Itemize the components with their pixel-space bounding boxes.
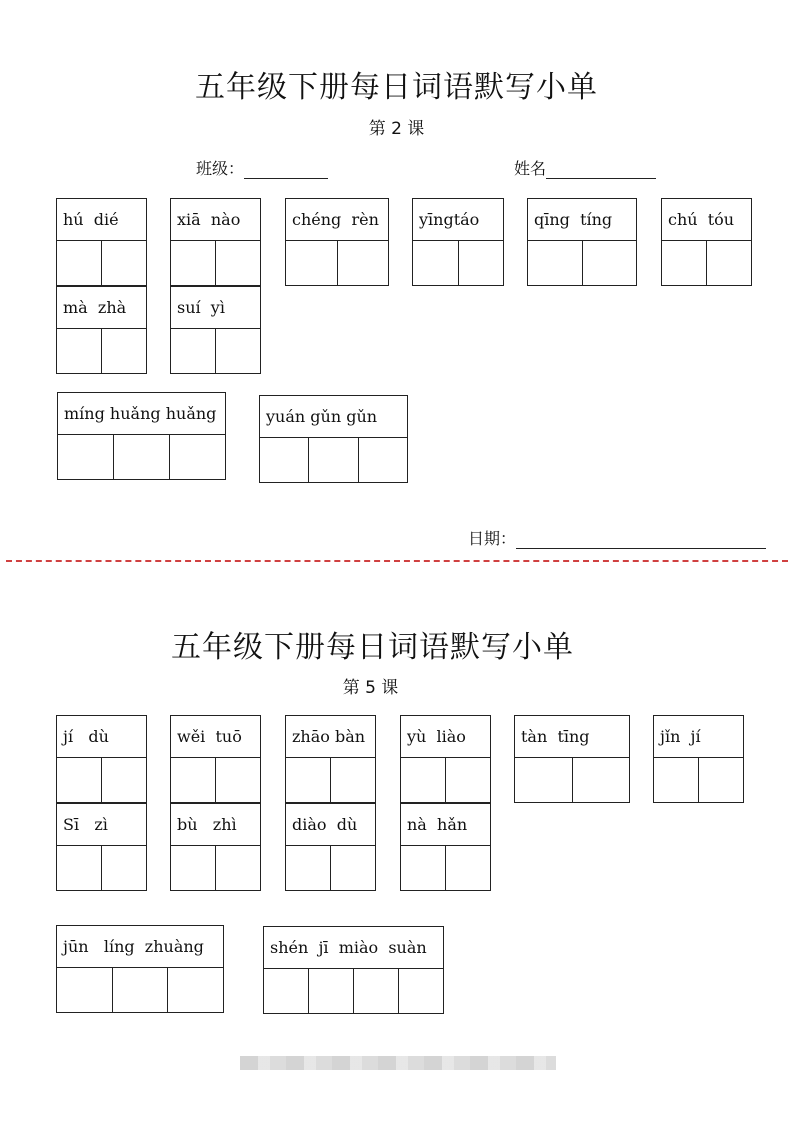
writing-cells	[171, 329, 260, 373]
date-field	[468, 526, 766, 549]
word-box	[653, 715, 744, 803]
writing-cells	[401, 758, 490, 802]
word-box	[400, 803, 491, 891]
word-box	[170, 286, 261, 374]
writing-cell[interactable]	[413, 241, 459, 285]
writing-cells	[515, 758, 629, 802]
word-box	[527, 198, 637, 286]
writing-cell[interactable]	[171, 241, 216, 285]
pinyin-label: míng huǎng huǎng	[58, 393, 225, 435]
word-box	[661, 198, 752, 286]
writing-cell[interactable]	[171, 758, 216, 802]
writing-cell[interactable]	[113, 968, 169, 1012]
writing-cell[interactable]	[354, 969, 399, 1013]
writing-cells	[57, 758, 146, 802]
date-input-line[interactable]	[516, 530, 766, 549]
pinyin-label: zhāo bàn	[286, 716, 375, 758]
dashed-cut-line	[6, 560, 788, 562]
writing-cell[interactable]	[528, 241, 583, 285]
worksheet-title-1: 五年级下册每日词语默写小单	[195, 70, 598, 105]
class-field	[196, 156, 328, 179]
word-box	[170, 715, 261, 803]
pinyin-label: Sī zì	[57, 804, 146, 846]
writing-cells	[57, 241, 146, 285]
pinyin-label: mà zhà	[57, 287, 146, 329]
writing-cells	[171, 241, 260, 285]
writing-cell[interactable]	[446, 846, 490, 890]
writing-cell[interactable]	[699, 758, 743, 802]
word-box	[56, 715, 147, 803]
word-box	[263, 926, 444, 1014]
word-box	[170, 198, 261, 286]
writing-cells	[58, 435, 225, 479]
writing-cell[interactable]	[707, 241, 751, 285]
pinyin-label: jūn líng zhuàng	[57, 926, 223, 968]
writing-cells	[401, 846, 490, 890]
writing-cell[interactable]	[309, 438, 358, 482]
word-box	[400, 715, 491, 803]
pinyin-label: qīng tíng	[528, 199, 636, 241]
writing-cell[interactable]	[401, 846, 446, 890]
word-box	[170, 803, 261, 891]
name-field	[514, 156, 656, 179]
writing-cells	[286, 846, 375, 890]
word-box	[285, 198, 389, 286]
writing-cells	[57, 846, 146, 890]
writing-cells	[286, 241, 388, 285]
class-input-line[interactable]	[244, 160, 328, 179]
name-input-line[interactable]	[546, 160, 656, 179]
writing-cell[interactable]	[102, 846, 146, 890]
writing-cells	[57, 329, 146, 373]
writing-cells	[286, 758, 375, 802]
writing-cell[interactable]	[338, 241, 389, 285]
writing-cell[interactable]	[359, 438, 407, 482]
writing-cell[interactable]	[331, 758, 375, 802]
writing-cell[interactable]	[58, 435, 114, 479]
writing-cell[interactable]	[401, 758, 446, 802]
writing-cell[interactable]	[260, 438, 309, 482]
writing-cell[interactable]	[102, 758, 146, 802]
writing-cell[interactable]	[573, 758, 630, 802]
writing-cell[interactable]	[57, 241, 102, 285]
pinyin-label: yuán gǔn gǔn	[260, 396, 407, 438]
word-box	[56, 803, 147, 891]
writing-cells	[171, 758, 260, 802]
blurred-footer-watermark	[240, 1056, 556, 1070]
writing-cells	[662, 241, 751, 285]
lesson-label-2: 第 5 课	[342, 678, 399, 698]
writing-cell[interactable]	[459, 241, 504, 285]
writing-cell[interactable]	[57, 758, 102, 802]
writing-cell[interactable]	[654, 758, 699, 802]
writing-cell[interactable]	[286, 241, 338, 285]
writing-cell[interactable]	[57, 968, 113, 1012]
pinyin-label: tàn tīng	[515, 716, 629, 758]
word-box	[56, 198, 147, 286]
word-box	[412, 198, 504, 286]
pinyin-label: xiā nào	[171, 199, 260, 241]
writing-cell[interactable]	[216, 758, 260, 802]
date-label: 日期：	[468, 529, 517, 548]
pinyin-label: suí yì	[171, 287, 260, 329]
pinyin-label: diào dù	[286, 804, 375, 846]
writing-cells	[413, 241, 503, 285]
writing-cell[interactable]	[57, 846, 102, 890]
pinyin-label: chéng rèn	[286, 199, 388, 241]
writing-cells	[528, 241, 636, 285]
writing-cells	[57, 968, 223, 1012]
writing-cell[interactable]	[515, 758, 573, 802]
pinyin-label: yù liào	[401, 716, 490, 758]
word-box	[56, 286, 147, 374]
pinyin-label: nà hǎn	[401, 804, 490, 846]
writing-cell[interactable]	[171, 329, 216, 373]
worksheet-title-2: 五年级下册每日词语默写小单	[171, 630, 574, 665]
writing-cell[interactable]	[102, 241, 146, 285]
word-box	[514, 715, 630, 803]
writing-cell[interactable]	[102, 329, 146, 373]
word-box	[285, 803, 376, 891]
writing-cell[interactable]	[309, 969, 354, 1013]
writing-cell[interactable]	[216, 241, 260, 285]
name-label: 姓名	[514, 159, 547, 178]
pinyin-label: hú dié	[57, 199, 146, 241]
lesson-label-1: 第 2 课	[368, 119, 425, 139]
word-box	[285, 715, 376, 803]
writing-cell[interactable]	[114, 435, 170, 479]
writing-cells	[171, 846, 260, 890]
pinyin-label: shén jī miào suàn	[264, 927, 443, 969]
pinyin-label: wěi tuō	[171, 716, 260, 758]
writing-cell[interactable]	[264, 969, 309, 1013]
writing-cell[interactable]	[583, 241, 637, 285]
writing-cell[interactable]	[57, 329, 102, 373]
word-box	[259, 395, 408, 483]
writing-cell[interactable]	[662, 241, 707, 285]
pinyin-label: jí dù	[57, 716, 146, 758]
writing-cell[interactable]	[286, 758, 331, 802]
word-box	[57, 392, 226, 480]
writing-cell[interactable]	[331, 846, 375, 890]
pinyin-label: jǐn jí	[654, 716, 743, 758]
pinyin-label: bù zhì	[171, 804, 260, 846]
writing-cell[interactable]	[216, 846, 260, 890]
writing-cell[interactable]	[170, 435, 225, 479]
class-label: 班级：	[196, 159, 245, 178]
writing-cell[interactable]	[171, 846, 216, 890]
writing-cell[interactable]	[168, 968, 223, 1012]
writing-cell[interactable]	[399, 969, 443, 1013]
writing-cell[interactable]	[286, 846, 331, 890]
writing-cells	[654, 758, 743, 802]
writing-cell[interactable]	[216, 329, 260, 373]
writing-cell[interactable]	[446, 758, 490, 802]
writing-cells	[260, 438, 407, 482]
pinyin-label: chú tóu	[662, 199, 751, 241]
word-box	[56, 925, 224, 1013]
pinyin-label: yīngtáo	[413, 199, 503, 241]
writing-cells	[264, 969, 443, 1013]
